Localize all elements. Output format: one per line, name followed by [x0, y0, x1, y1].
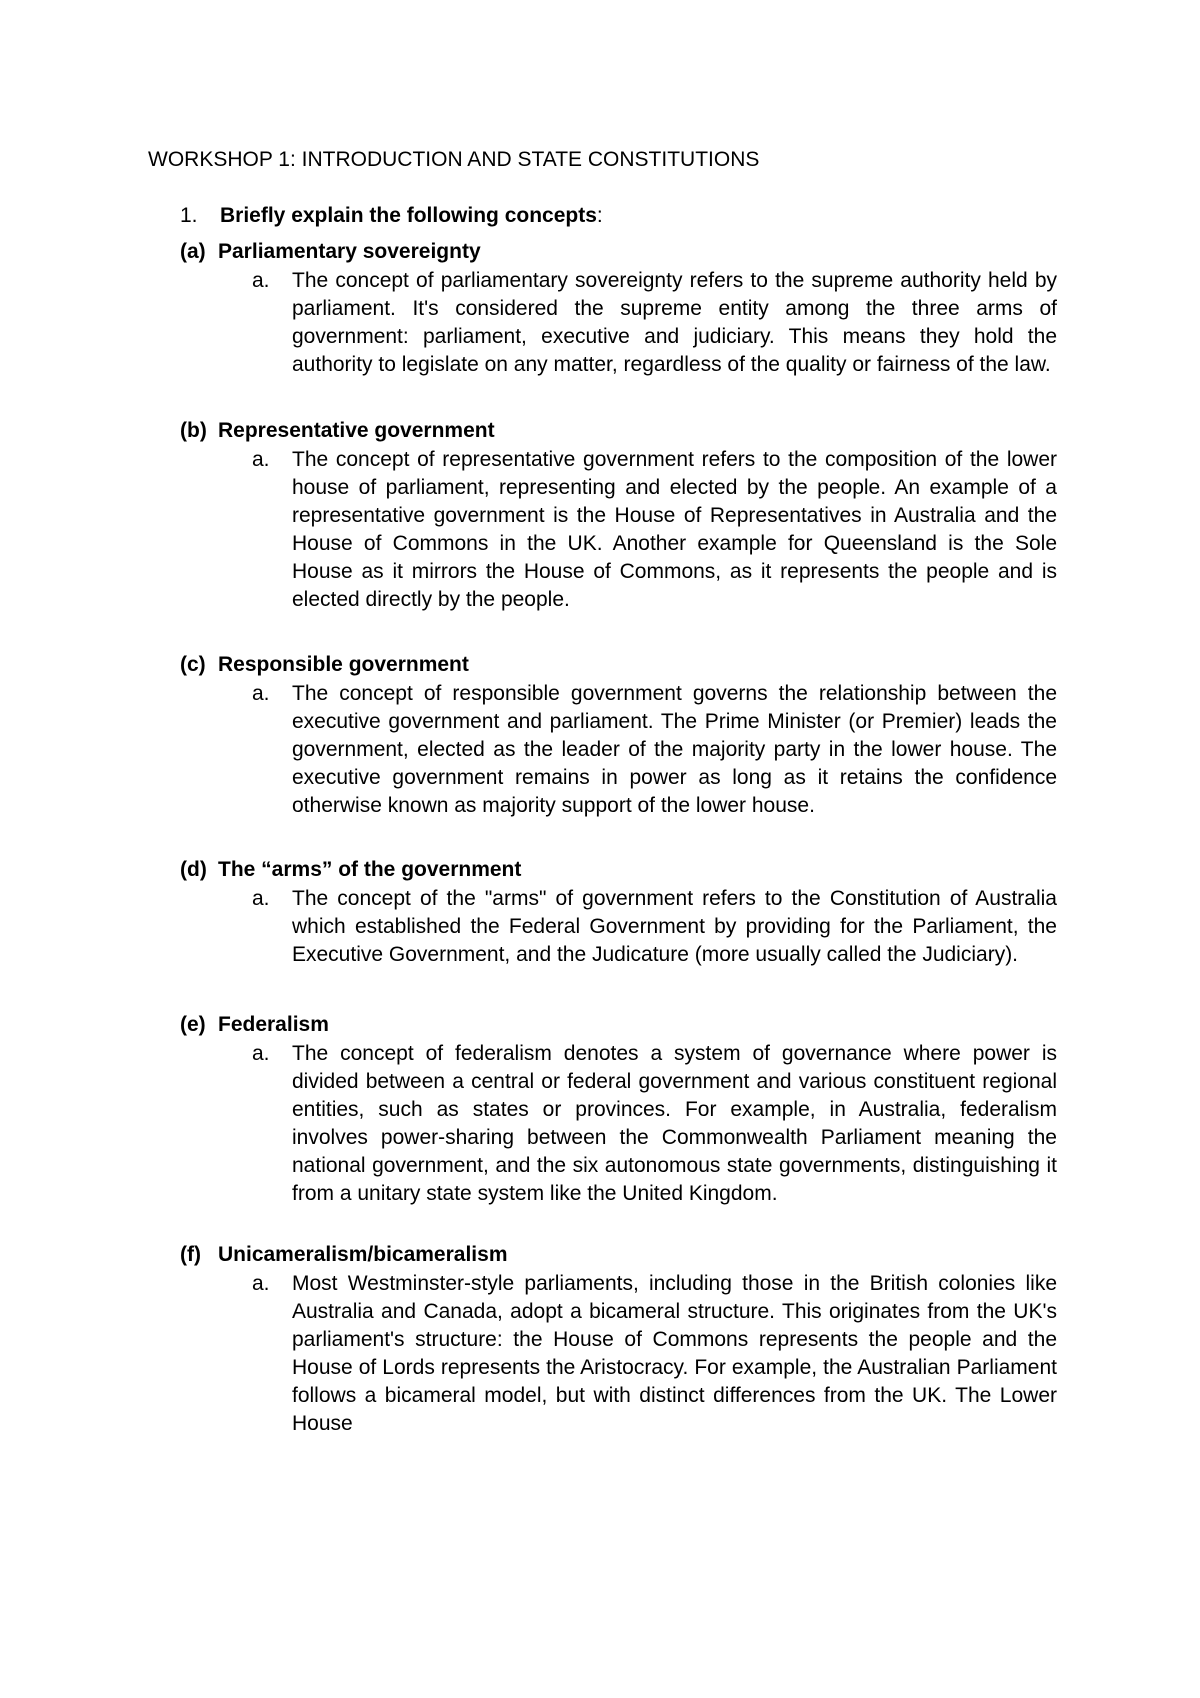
section-label: (b): [180, 419, 207, 442]
section-body: [180, 885, 1060, 969]
question-suffix: :: [596, 204, 603, 227]
section-label: (d): [180, 858, 207, 881]
section-responsible-government: [180, 652, 1060, 820]
section-body: [180, 1040, 1060, 1208]
section-title: Unicameralism/bicameralism: [218, 1243, 508, 1266]
section-paragraph: The concept of the "arms" of government refers to the Constitution of Australia which established the Federal Government by providing for the Parliament, the Executive Government, and the Judicature (more usually called the Judiciary).: [292, 887, 1057, 966]
section-heading: [180, 418, 1060, 444]
list-marker: a.: [252, 269, 270, 292]
question-intro: [180, 203, 603, 229]
section-heading: [180, 239, 1060, 265]
section-heading: [180, 652, 1060, 678]
document-title: WORKSHOP 1: INTRODUCTION AND STATE CONSTITUTIONS: [148, 148, 760, 171]
section-label: (e): [180, 1013, 206, 1036]
list-marker: a.: [252, 887, 270, 910]
section-heading: [180, 1012, 1060, 1038]
question-prompt: Briefly explain the following concepts: [220, 204, 597, 227]
section-heading: [180, 857, 1060, 883]
section-body: [180, 446, 1060, 614]
section-paragraph: The concept of representative government refers to the composition of the lower house of parliament, representing and elected by the people. An example of a representative government is the House of Representatives in Australia and the House of Commons in the UK. Another example for Queensland is the Sole House as it mirrors the House of Commons, as it represents the people and is elected directly by the people.: [292, 448, 1057, 611]
section-heading: [180, 1242, 1060, 1268]
section-representative-government: [180, 418, 1060, 614]
section-title: Representative government: [218, 419, 495, 442]
section-body: [180, 680, 1060, 820]
section-title: The “arms” of the government: [218, 858, 522, 881]
section-arms-of-government: [180, 857, 1060, 969]
section-title: Responsible government: [218, 653, 469, 676]
list-marker: a.: [252, 1272, 270, 1295]
section-label: (f): [180, 1243, 201, 1266]
list-marker: a.: [252, 1042, 270, 1065]
section-parliamentary-sovereignty: [180, 239, 1060, 379]
section-paragraph: The concept of responsible government governs the relationship between the executive government and parliament. The Prime Minister (or Premier) leads the government, elected as the leader of the majority party in the lower house. The executive government remains in power as long as it retains the confidence otherwise known as majority support of the lower house.: [292, 682, 1057, 817]
question-number: 1.: [180, 204, 198, 227]
section-label: (a): [180, 240, 206, 263]
section-body: [180, 1270, 1060, 1438]
section-label: (c): [180, 653, 206, 676]
section-paragraph: The concept of federalism denotes a system of governance where power is divided between a central or federal government and various constituent regional entities, such as states or provinces. For example, in Australia, federalism involves power-sharing between the Commonwealth Parliament meaning the national government, and the six autonomous state governments, distinguishing it from a unitary state system like the United Kingdom.: [292, 1042, 1057, 1205]
section-unicameralism-bicameralism: [180, 1242, 1060, 1438]
list-marker: a.: [252, 682, 270, 705]
section-body: [180, 267, 1060, 379]
section-title: Parliamentary sovereignty: [218, 240, 481, 263]
section-title: Federalism: [218, 1013, 329, 1036]
section-paragraph: The concept of parliamentary sovereignty refers to the supreme authority held by parliament. It's considered the supreme entity among the three arms of government: parliament, executive and judiciary. This means they hold the authority to legislate on any matter, regardless of the quality or fairness of the law.: [292, 269, 1057, 376]
list-marker: a.: [252, 448, 270, 471]
section-paragraph: Most Westminster-style parliaments, including those in the British colonies like Australia and Canada, adopt a bicameral structure. This originates from the UK's parliament's structure: the House of Commons represents the people and the House of Lords represents the Aristocracy. For example, the Australian Parliament follows a bicameral model, but with distinct differences from the UK. The Lower House: [292, 1272, 1057, 1435]
section-federalism: [180, 1012, 1060, 1208]
